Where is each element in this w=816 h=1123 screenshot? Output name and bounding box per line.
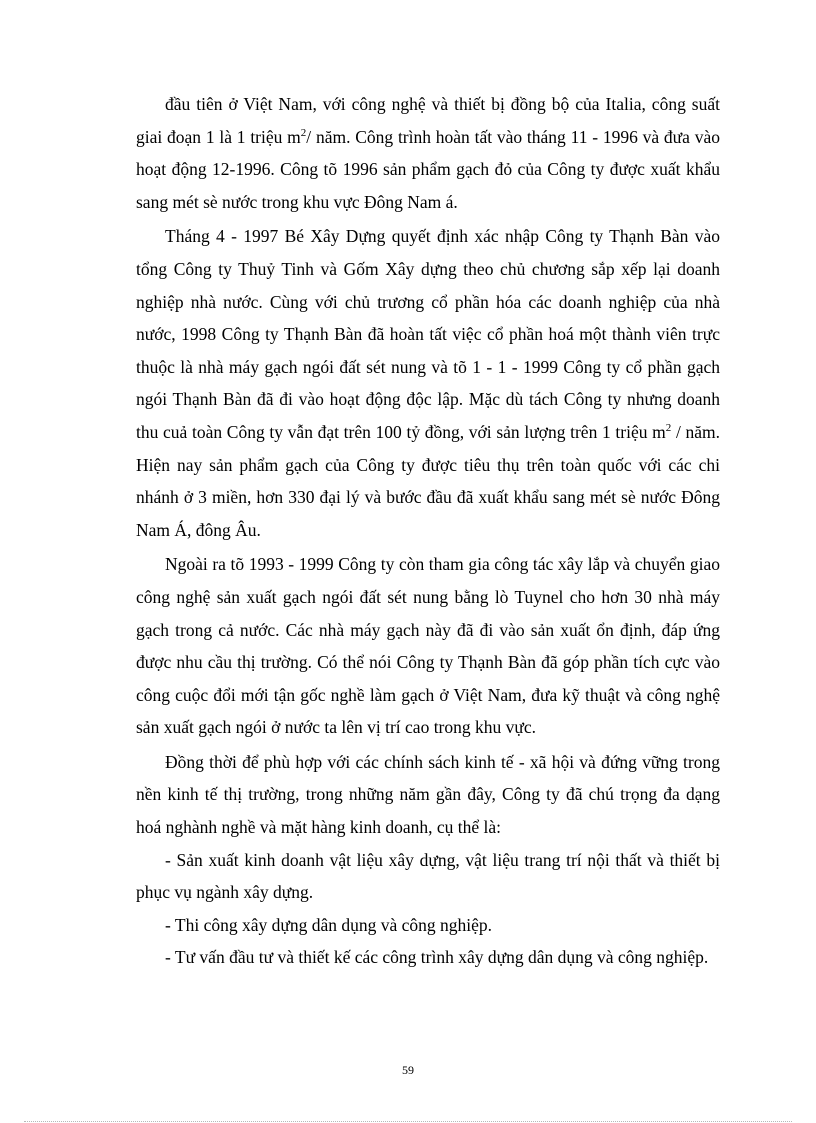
list-item-2: - Thi công xây dựng dân dụng và công nghiệp.	[165, 914, 493, 935]
page-number: 59	[402, 1063, 414, 1077]
paragraph-1: đầu tiên ở Việt Nam, với công nghệ và thiết bị đồng bộ của Italia, công suất giai đoạn 1 là 1 triệu $m^2/$ năm. Công trình hoàn tất vào tháng 11 - 1996 và đưa vào hoạt động 12-1996. Công tõ 1996 sản phẩm gạch đỏ của Công ty được xuất khẩu sang mét sè nước trong khu vực Đông Nam á.	[136, 94, 720, 212]
list-item-3: - Tư vấn đầu tư và thiết kế các công trình xây dựng dân dụng và công nghiệp.	[165, 947, 709, 968]
paragraph-2: Tháng 4 - 1997 Bé Xây Dựng quyết định xác nhập Công ty Thạnh Bàn vào tổng Công ty Thuỷ Tinh và Gốm Xây dựng theo chủ chương sắp xếp lại doanh nghiệp nhà nước. Cùng với chủ trương cổ phần hóa các doanh nghiệp của nhà nước, 1998 Công ty Thạnh Bàn đã hoàn tất việc cổ phần hoá một thành viên trực thuộc là nhà máy gạch ngói đất sét nung và tõ 1 - 1 - 1999 Công ty cổ phần gạch ngói Thạnh Bàn đã đi vào hoạt động độc lập. Mặc dù tách Công ty nhưng doanh thu cuả toàn Công ty vẫn đạt trên 100 tỷ đồng, với sản lượng trên 1 triệu $m^2$ / năm. Hiện nay sản phẩm gạch của Công ty được tiêu thụ trên toàn quốc với các chi nhánh ở 3 miền, hơn 330 đại lý và bước đầu đã xuất khẩu sang mét sè nước Đông Nam Á, đông Âu.	[136, 226, 720, 540]
list-item-1: - Sản xuất kinh doanh vật liệu xây dựng, vật liệu trang trí nội thất và thiết bị phục vụ ngành xây dựng.	[136, 849, 720, 903]
document-body	[136, 88, 720, 974]
paragraph-3: Ngoài ra tõ 1993 - 1999 Công ty còn tham gia công tác xây lắp và chuyển giao công nghệ sản xuất gạch ngói đất sét nung bằng lò Tuynel cho hơn 30 nhà máy gạch trong cả nước. Các nhà máy gạch này đã đi vào sản xuất ổn định, đáp ứng được nhu cầu thị trường. Có thể nói Công ty Thạnh Bàn đã góp phần tích cực vào công cuộc đổi mới tận gốc nghề làm gạch ở Việt Nam, đưa kỹ thuật và công nghệ sản xuất gạch ngói ở nước ta lên vị trí cao trong khu vực.	[136, 554, 720, 738]
page-bottom-divider	[24, 1121, 792, 1122]
paragraph-4: Đồng thời để phù hợp với các chính sách kinh tế - xã hội và đứng vững trong nền kinh tế thị trường, trong những năm gần đây, Công ty đã chú trọng đa dạng hoá nghành nghề và mặt hàng kinh doanh, cụ thể là:	[136, 751, 720, 838]
